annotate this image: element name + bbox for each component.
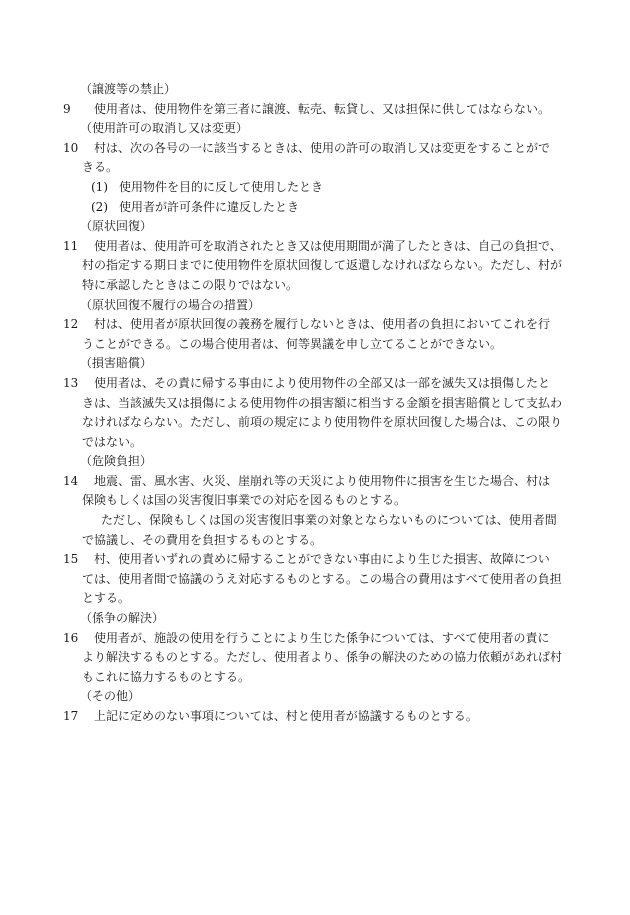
section-heading: （危険負担）: [80, 454, 153, 469]
article-continuation: ては、使用者間で協議のうえ対応するものとする。この場合の費用はすべて使用者の負担: [82, 571, 562, 586]
article-continuation: うことができる。この場合使用者は、何等異議を申し立てることができない。: [82, 336, 503, 351]
article-continuation: ではない。: [82, 434, 143, 449]
article-continuation: 特に承認したときはこの限りではない。: [82, 277, 299, 292]
sub-item: (1) 使用物件を目的に反して使用したとき: [0, 178, 630, 198]
sub-item-number: (2): [91, 199, 108, 214]
article-continuation: きは、当該滅失又は損傷による使用物件の損害額に相当する金額を損害賠償として支払わ: [82, 395, 563, 410]
article-continuation: 保険もしくは国の災害復旧事業での対応を図るものとする。: [82, 493, 407, 508]
article-line: 14 地震、雷、風水害、火災、崖崩れ等の天災により使用物件に損害を生じた場合、村は: [0, 472, 630, 492]
article-continuation: もこれに協力するものとする。: [82, 669, 251, 684]
article-line: 13 使用者は、その責に帰する事由により使用物件の全部又は一部を滅失又は損傷したと: [0, 374, 630, 394]
article-line: 16 使用者が、施設の使用を行うことにより生じた係争については、すべて使用者の責に: [0, 629, 630, 649]
article-continuation: なければならない。ただし、前項の規定により使用物件を原状回復した場合は、この限り: [82, 415, 563, 430]
article-line: 15 村、使用者いずれの責めに帰することができない事由により生じた損害、故障につい: [0, 550, 630, 570]
article-line: 9 使用者は、使用物件を第三者に譲渡、転売、転貸し、又は担保に供してはならない。: [0, 100, 630, 120]
section-heading: （使用許可の取消し又は変更）: [80, 121, 249, 136]
section-heading: （原状回復）: [80, 219, 153, 234]
article-continuation: 村の指定する期日までに使用物件を原状回復して返還しなければならない。ただし、村が: [82, 258, 563, 273]
article-number: 10: [63, 140, 79, 155]
paragraph-line: ただし、保険もしくは国の災害復旧事業の対象とならないものについては、使用者間: [101, 513, 557, 528]
article-number: 12: [63, 317, 79, 332]
article-number: 11: [63, 238, 79, 253]
article-number: 14: [63, 473, 79, 488]
article-number: 9: [63, 101, 71, 116]
article-continuation: より解決するものとする。ただし、使用者より、係争の解決のための協力依頼があれば村: [82, 650, 563, 665]
article-line: 17 上記に定めのない事項については、村と使用者が協議するものとする。: [0, 707, 630, 727]
section-heading: （譲渡等の禁止）: [80, 82, 177, 96]
article-continuation: で協議し、その費用を負担するものとする。: [82, 532, 323, 547]
section-heading: （係争の解決）: [80, 611, 165, 626]
section-heading: （原状回復不履行の場合の措置）: [80, 297, 261, 312]
sub-item-number: (1): [91, 179, 108, 194]
article-continuation: きる。: [82, 160, 119, 175]
article-line: 12 村は、使用者が原状回復の義務を履行しないときは、使用者の負担においてこれを行: [0, 315, 630, 335]
section-heading: （その他）: [80, 689, 141, 704]
document-body: [0, 80, 630, 727]
article-continuation: とする。: [82, 591, 131, 606]
article-line: 11 使用者は、使用許可を取消されたとき又は使用期間が満了したときは、自己の負担で、: [0, 237, 630, 257]
article-number: 17: [63, 709, 79, 723]
section-heading: （損害賠償）: [80, 356, 153, 371]
sub-item: (2) 使用者が許可条件に違反したとき: [0, 198, 630, 218]
article-number: 13: [63, 375, 79, 390]
article-number: 16: [63, 630, 79, 645]
article-line: 10 村は、次の各号の一に該当するときは、使用の許可の取消し又は変更をすることがで: [0, 139, 630, 159]
article-number: 15: [63, 552, 79, 567]
